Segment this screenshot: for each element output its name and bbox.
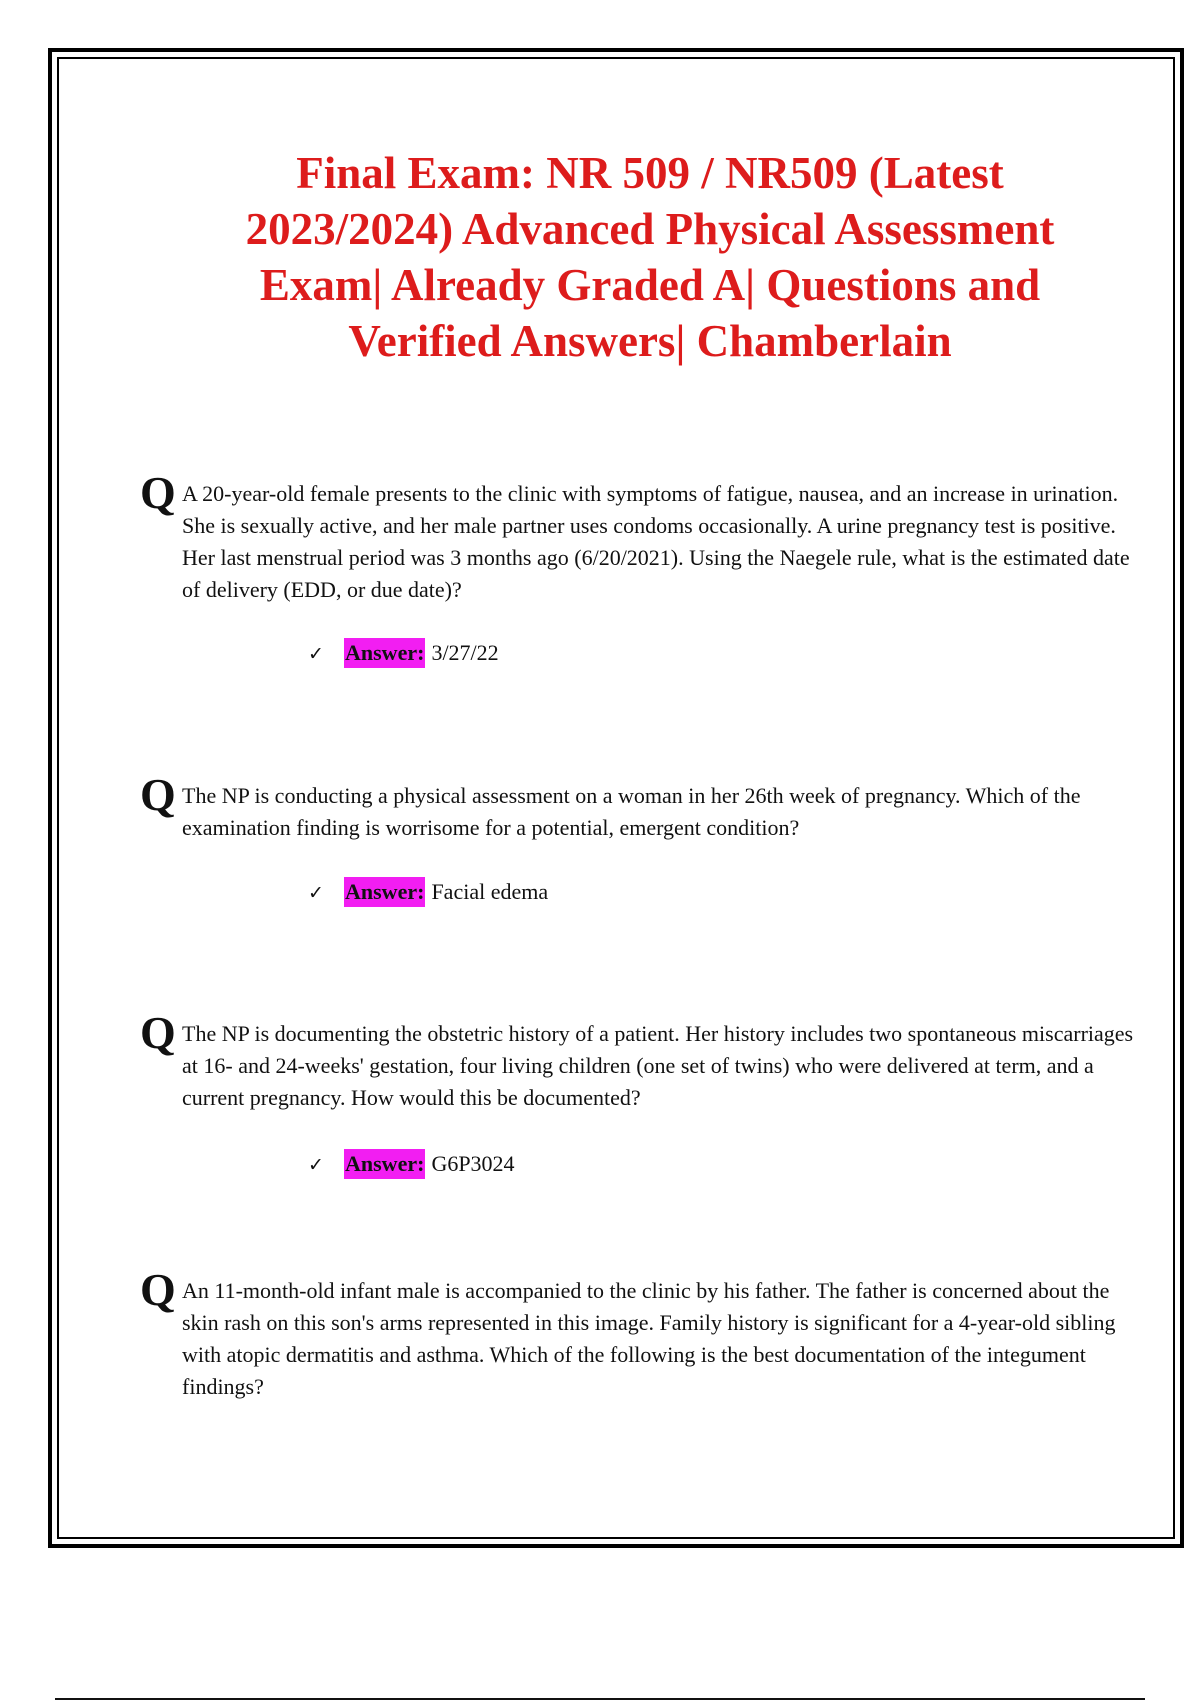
question-3 <box>140 1007 1140 1114</box>
answer-1 <box>308 638 499 669</box>
answer-3 <box>308 1149 515 1180</box>
answer-value: G6P3024 <box>431 1151 515 1176</box>
check-mark-icon: ✓ <box>308 882 324 904</box>
question-text: An 11-month-old infant male is accompanied to the clinic by his father. The father is concerned about the skin rash on this son's arms represented in this image. Family history is significant for a 4-year-old sibling with atopic dermatitis and asthma. Which of the following is the best documentation of the integument findings? <box>182 1278 1116 1399</box>
question-marker: Q <box>140 769 176 820</box>
question-text: The NP is conducting a physical assessment on a woman in her 26th week of pregnancy. Which of the examination finding is worrisome for a potential, emergent condition? <box>182 783 1081 840</box>
question-marker: Q <box>140 1264 176 1315</box>
question-2 <box>140 769 1140 844</box>
check-mark-icon: ✓ <box>308 1154 324 1176</box>
question-text: A 20-year-old female presents to the clinic with symptoms of fatigue, nausea, and an increase in urination. She is sexually active, and her male partner uses condoms occasionally. A urine pregnancy test is positive. Her last menstrual period was 3 months ago (6/20/2021). Using the Naegele rule, what is the estimated date of delivery (EDD, or due date)? <box>182 481 1130 602</box>
answer-value: 3/27/22 <box>431 640 499 665</box>
question-1 <box>140 467 1140 606</box>
check-mark-icon: ✓ <box>308 643 324 665</box>
question-text: The NP is documenting the obstetric history of a patient. Her history includes two spontaneous miscarriages at 16- and 24-weeks' gestation, four living children (one set of twins) who were delivered at term, and a current pregnancy. How would this be documented? <box>182 1021 1134 1110</box>
document-title: Final Exam: NR 509 / NR509 (Latest 2023/2024) Advanced Physical Assessment Exam| Already Graded A| Questions and Verified Answers| Chamberlain <box>245 148 1055 366</box>
question-marker: Q <box>140 1007 176 1058</box>
question-marker: Q <box>140 467 176 518</box>
answer-label: Answer: <box>344 1149 425 1179</box>
answer-2 <box>308 877 548 908</box>
answer-label: Answer: <box>344 638 425 668</box>
answer-label: Answer: <box>344 877 425 907</box>
answer-value: Facial edema <box>431 879 549 904</box>
question-4 <box>140 1264 1140 1403</box>
